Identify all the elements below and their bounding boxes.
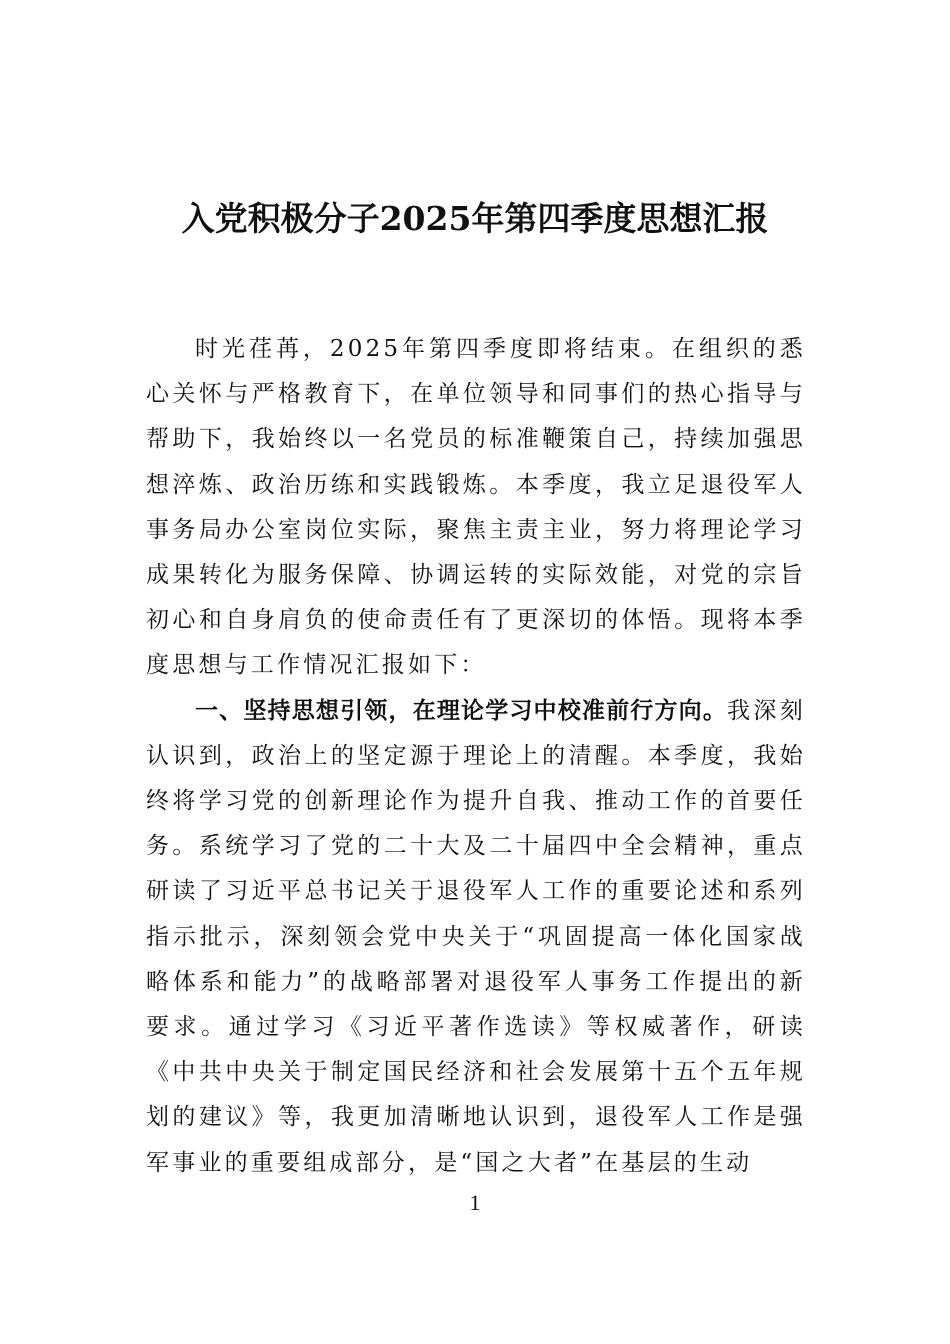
paragraph-intro: 时光荏苒，2025年第四季度即将结束。在组织的悉心关怀与严格教育下，在单位领导和同事们的热心指导与帮助下，我始终以一名党员的标准鞭策自己，持续加强思想淬炼、政治历练和实践锻炼。本季度，我立足退役军人事务局办公室岗位实际，聚焦主责主业，努力将理论学习成果转化为服务保障、协调运转的实际效能，对党的宗旨初心和自身肩负的使命责任有了更深切的体悟。现将本季度思想与工作情况汇报如下： bbox=[146, 336, 806, 679]
document-title: 入党积极分子2025年第四季度思想汇报 bbox=[181, 199, 769, 238]
section-heading-1: 一、坚持思想引领，在理论学习中校准前行方向。 bbox=[195, 697, 728, 724]
document-body bbox=[146, 327, 806, 1186]
section-1-text: 我深刻认识到，政治上的坚定源于理论上的清醒。本季度，我始终将学习党的创新理论作为提升自我、推动工作的首要任务。系统学习了党的二十大及二十届四中全会精神，重点研读了习近平总书记关于退役军人工作的重要论述和系列指示批示，深刻领会党中央关于“巩固提高一体化国家战略体系和能力”的战略部署对退役军人事务工作提出的新要求。通过学习《习近平著作选读》等权威著作，研读《中共中央关于制定国民经济和社会发展第十五个五年规划的建议》等，我更加清晰地认识到，退役军人工作是强军事业的重要组成部分，是“国之大者”在基层的生动 bbox=[146, 697, 806, 1176]
paragraph-section-1 bbox=[146, 689, 806, 1186]
page-number: 1 bbox=[469, 1190, 481, 1215]
